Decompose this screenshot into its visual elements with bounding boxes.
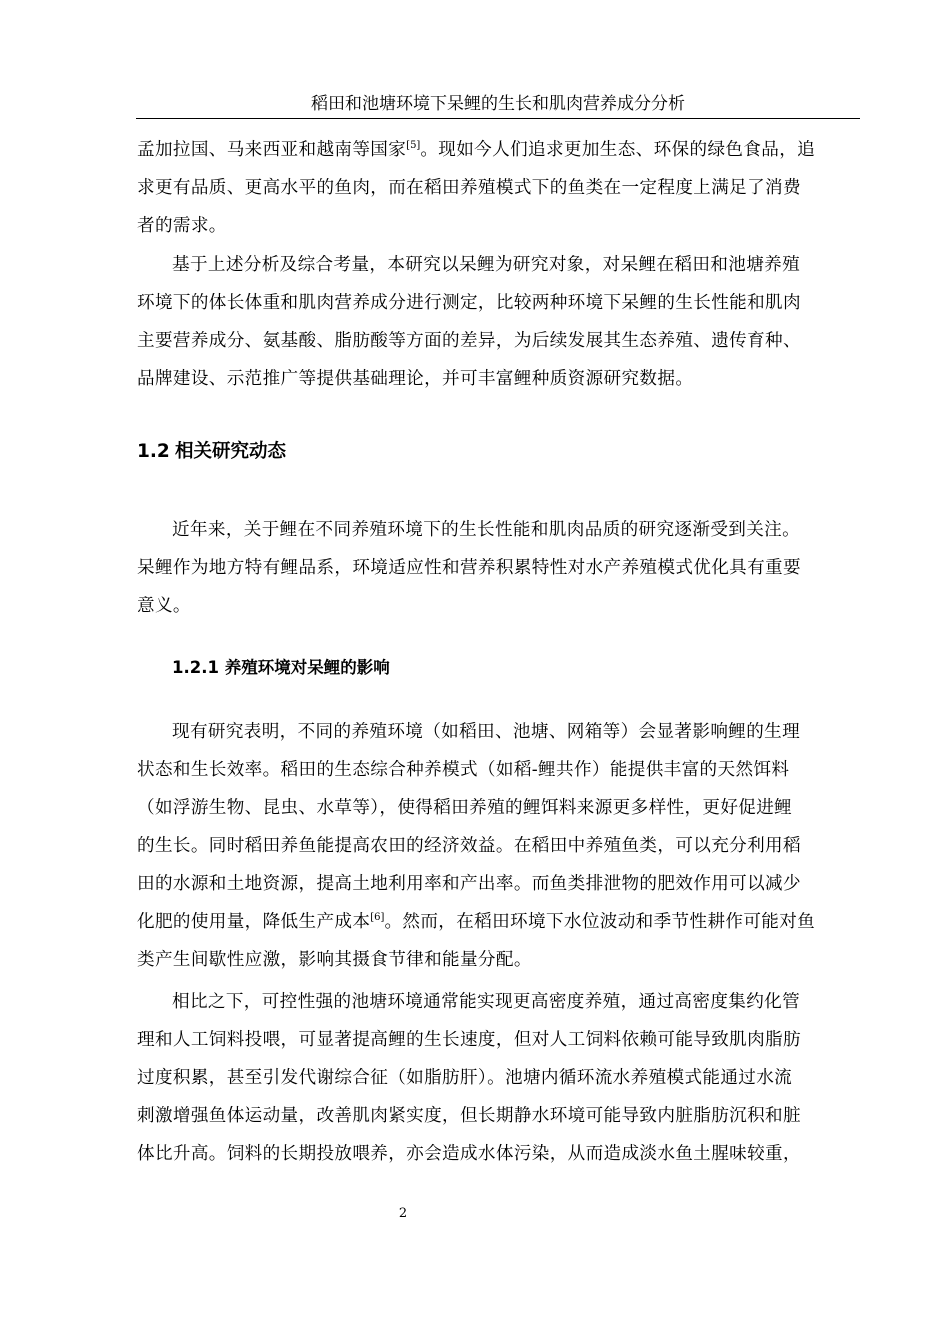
running-header: 稻田和池塘环境下呆鲤的生长和肌肉营养成分分析 (311, 94, 685, 114)
text-line: 者的需求。 (137, 216, 227, 236)
subsection-title: 养殖环境对呆鲤的影响 (224, 658, 390, 677)
subsection-heading (172, 656, 390, 680)
citation: [6] (370, 912, 385, 923)
paragraph-continuation (137, 131, 860, 245)
paragraph (137, 511, 860, 625)
text-line: 近年来，关于鲤在不同养殖环境下的生长性能和肌肉品质的研究逐渐受到关注。 (172, 520, 801, 540)
text-line: 过度积累，甚至引发代谢综合征（如脂肪肝）。池塘内循环流水养殖模式能通过水流 (137, 1068, 793, 1088)
subsection-number: 1.2.1 (172, 658, 219, 677)
paragraph (137, 983, 860, 1173)
text-line: （如浮游生物、昆虫、水草等），使得稻田养殖的鲤饵料来源更多样性，更好促进鲤 (137, 798, 793, 818)
section-number: 1.2 (137, 441, 170, 462)
paragraph (137, 713, 860, 979)
section-heading (137, 438, 286, 466)
text-line: 刺激增强鱼体运动量，改善肌肉紧实度，但长期静水环境可能导致内脏脂肪沉积和脏 (137, 1106, 801, 1126)
text-line: 呆鲤作为地方特有鲤品系，环境适应性和营养积累特性对水产养殖模式优化具有重要 (137, 558, 801, 578)
text-line: 品牌建设、示范推广等提供基础理论，并可丰富鲤种质资源研究数据。 (137, 369, 694, 389)
text-line: 相比之下，可控性强的池塘环境通常能实现更高密度养殖，通过高密度集约化管 (172, 992, 801, 1012)
text-line: 类产生间歇性应激，影响其摄食节律和能量分配。 (137, 950, 532, 970)
text-line: 理和人工饲料投喂，可显著提高鲤的生长速度，但对人工饲料依赖可能导致肌肉脂肪 (137, 1030, 801, 1050)
paragraph (137, 246, 860, 398)
text-line: 化肥的使用量，降低生产成本[6]。然而，在稻田环境下水位波动和季节性耕作可能对鱼 (137, 912, 816, 932)
text-line: 的生长。同时稻田养鱼能提高农田的经济效益。在稻田中养殖鱼类，可以充分利用稻 (137, 836, 801, 856)
text-line: 求更有品质、更高水平的鱼肉，而在稻田养殖模式下的鱼类在一定程度上满足了消费 (137, 178, 801, 198)
text-line: 现有研究表明，不同的养殖环境（如稻田、池塘、网箱等）会显著影响鲤的生理 (172, 722, 801, 742)
text-line: 状态和生长效率。稻田的生态综合种养模式（如稻-鲤共作）能提供丰富的天然饵料 (137, 760, 790, 780)
text-line: 意义。 (137, 596, 191, 616)
text-line: 主要营养成分、氨基酸、脂肪酸等方面的差异，为后续发展其生态养殖、遗传育种、 (137, 331, 801, 351)
text-line: 体比升高。饲料的长期投放喂养，亦会造成水体污染，从而造成淡水鱼土腥味较重， (137, 1144, 801, 1164)
text-line: 基于上述分析及综合考量，本研究以呆鲤为研究对象，对呆鲤在稻田和池塘养殖 (172, 255, 801, 275)
citation: [5] (406, 140, 421, 151)
page-number: 2 (398, 1206, 408, 1221)
text-line: 环境下的体长体重和肌肉营养成分进行测定，比较两种环境下呆鲤的生长性能和肌肉 (137, 293, 801, 313)
section-title: 相关研究动态 (175, 441, 287, 462)
header-rule (136, 118, 860, 119)
text-line: 孟加拉国、马来西亚和越南等国家[5]。现如今人们追求更加生态、环保的绿色食品，追 (137, 140, 816, 160)
text-line: 田的水源和土地资源，提高土地利用率和产出率。而鱼类排泄物的肥效作用可以减少 (137, 874, 801, 894)
